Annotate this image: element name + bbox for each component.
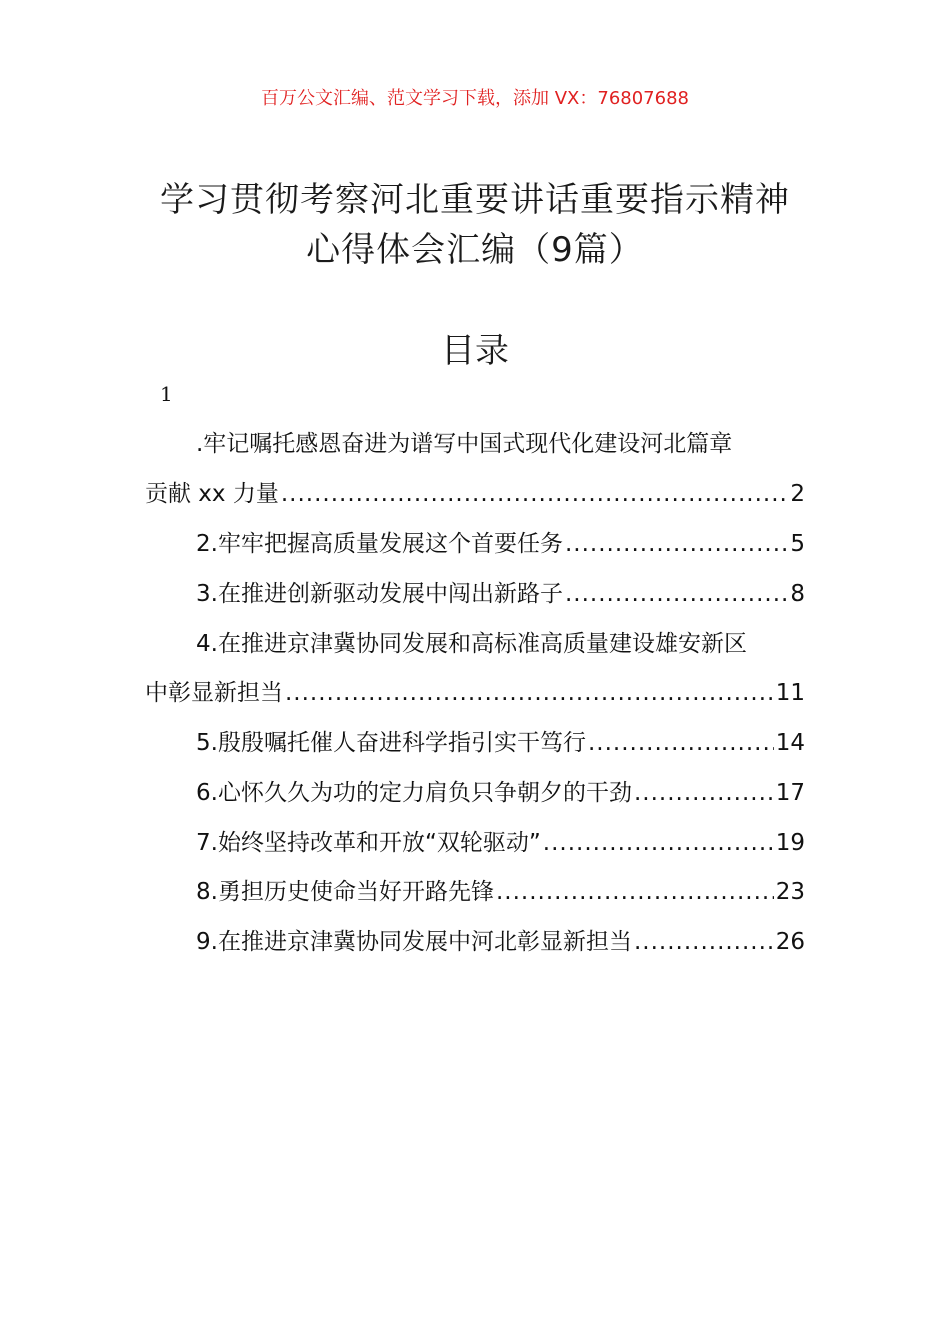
- toc-item-title: 3.在推进创新驱动发展中闯出新路子: [196, 581, 563, 607]
- document-title-line1: 学习贯彻考察河北重要讲话重要指示精神: [160, 180, 790, 220]
- toc-item-page: 19: [775, 830, 805, 856]
- toc-item-page: 17: [775, 780, 805, 806]
- toc-item-2[interactable]: [196, 527, 805, 561]
- dot-leader: [588, 726, 774, 760]
- toc-item-title: 9.在推进京津冀协同发展中河北彰显新担当: [196, 929, 632, 955]
- toc-item-9[interactable]: [196, 925, 805, 959]
- toc-item-4-line2[interactable]: [145, 676, 805, 710]
- toc-item-4-line1[interactable]: [196, 627, 805, 661]
- toc-item-title: 2.牢牢把握高质量发展这个首要任务: [196, 531, 563, 557]
- dot-leader: [565, 527, 788, 561]
- dot-leader: [543, 826, 774, 860]
- toc-item-title: 8.勇担历史使命当好开路先锋: [196, 879, 494, 905]
- toc-item-1-line2[interactable]: [145, 477, 805, 511]
- toc-item-title: 贡献 xx 力量: [145, 481, 279, 507]
- toc-item-5[interactable]: [196, 726, 805, 760]
- toc-item-page: 2: [790, 481, 805, 507]
- dot-leader: [565, 577, 788, 611]
- toc-item-1-line1[interactable]: [196, 427, 805, 461]
- toc-item-page: 8: [790, 581, 805, 607]
- dot-leader: [496, 875, 774, 909]
- dot-leader: [281, 477, 789, 511]
- toc-item-title: 7.始终坚持改革和开放“双轮驱动”: [196, 830, 541, 856]
- toc-item-title: 4.在推进京津冀协同发展和高标准高质量建设雄安新区: [196, 631, 747, 657]
- toc-item-title: 中彰显新担当: [145, 680, 283, 706]
- toc-item-title: 6.心怀久久为功的定力肩负只争朝夕的干劲: [196, 780, 632, 806]
- toc-item-page: 14: [775, 730, 805, 756]
- toc-item-8[interactable]: [196, 875, 805, 909]
- promo-banner: 百万公文汇编、范文学习下载，添加 VX：76807688: [261, 88, 689, 109]
- toc-item-6[interactable]: [196, 776, 805, 810]
- dot-leader: [285, 676, 774, 710]
- toc-item-title: 5.殷殷嘱托催人奋进科学指引实干笃行: [196, 730, 586, 756]
- toc-item-3[interactable]: [196, 577, 805, 611]
- toc-item-page: 26: [775, 929, 805, 955]
- dot-leader: [634, 776, 774, 810]
- dot-leader: [634, 925, 774, 959]
- toc-item-page: 11: [775, 680, 805, 706]
- toc-item-7[interactable]: [196, 826, 805, 860]
- toc-item-title: .牢记嘱托感恩奋进为谱写中国式现代化建设河北篇章: [196, 431, 733, 457]
- toc-heading: 目录: [441, 331, 509, 371]
- stray-number: 1: [160, 382, 173, 406]
- toc-item-page: 5: [790, 531, 805, 557]
- toc-item-page: 23: [775, 879, 805, 905]
- document-title-line2: 心得体会汇编（9篇）: [306, 230, 644, 270]
